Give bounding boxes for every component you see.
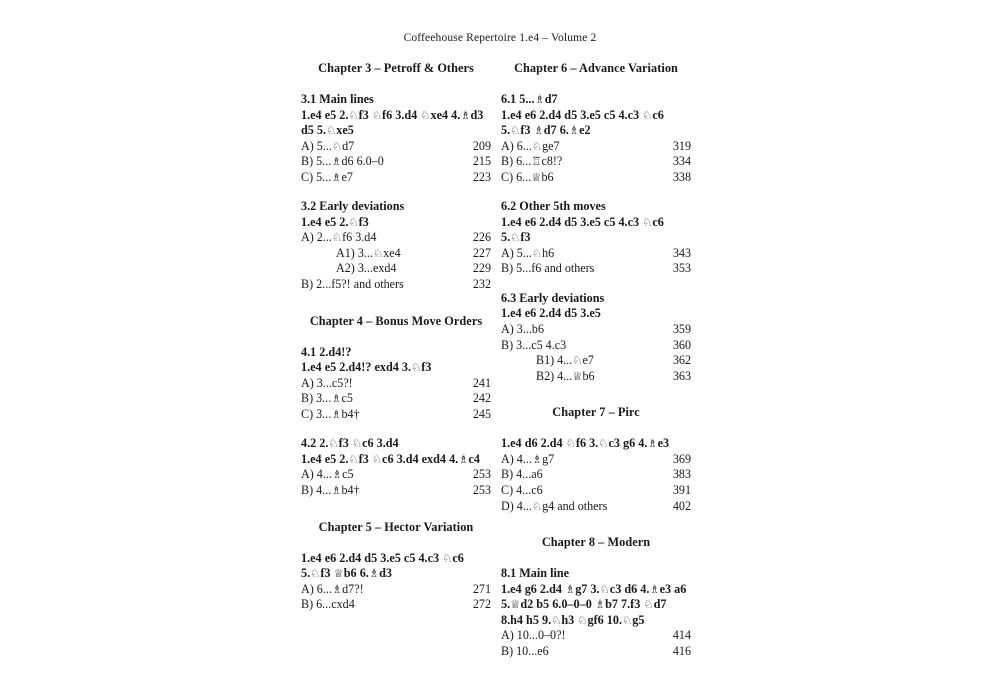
chess-piece-glyph: ♘ [510, 123, 521, 137]
spacer [501, 185, 691, 199]
move-sequence: 1.e4 g6 2.d4 ♗g7 3.♘c3 d6 4.♗e3 a6 5.♕d2 b5 6.0–0–0 ♗b7 7.f3 ♘d7 8.h4 h5 9.♘h3 ♘gf6 10.♘g5 [501, 581, 687, 627]
entry-label: A) 2...♘f6 3.d4 [301, 230, 377, 245]
chess-piece-glyph: ♘ [371, 451, 383, 466]
entry-label: A2) 3...exd4 [336, 261, 397, 276]
chess-piece-glyph: ♗ [533, 123, 544, 137]
chess-piece-glyph: ♗ [460, 107, 471, 122]
contents-entry[interactable] [501, 644, 691, 660]
entry-page-number: 362 [672, 353, 691, 368]
entry-page-number: 353 [672, 261, 691, 276]
entry-page-number: 319 [672, 138, 691, 153]
entry-page-number: 391 [672, 483, 691, 498]
entry-label: B) 2...f5?! and others [301, 277, 404, 292]
chess-piece-glyph: ♘ [351, 436, 363, 451]
entry-page-number: 338 [672, 169, 691, 184]
spacer [501, 514, 691, 534]
contents-columns [301, 60, 691, 659]
entry-label: B) 3...♗c5 [301, 391, 353, 406]
chess-piece-glyph: ♘ [348, 214, 359, 229]
chess-piece-glyph: ♘ [326, 123, 337, 137]
entry-page-number: 227 [472, 245, 491, 260]
chess-piece-glyph: ♘ [531, 138, 543, 153]
chess-piece-glyph: ♕ [333, 566, 344, 581]
chess-piece-glyph: ♘ [551, 612, 562, 627]
entry-label: A) 6...♘ge7 [501, 138, 560, 153]
entry-page-number: 402 [672, 498, 691, 513]
contents-entry[interactable] [301, 467, 491, 483]
chess-piece-glyph: ♘ [577, 612, 588, 627]
left-column [301, 60, 491, 659]
entry-label: A) 3...b6 [501, 321, 544, 336]
contents-entry[interactable] [301, 597, 491, 613]
move-sequence: 1.e4 e5 2.♘f3 [301, 214, 369, 229]
contents-entry[interactable] [301, 154, 491, 170]
entry-page-number: 369 [672, 451, 691, 466]
chess-piece-glyph: ♘ [531, 245, 543, 260]
spacer [501, 384, 691, 404]
chess-piece-glyph: ♗ [331, 483, 342, 498]
move-sequence: 1.e4 e5 2.♘f3 ♘c6 3.d4 exd4 4.♗c4 [301, 451, 480, 466]
chess-piece-glyph: ♗ [331, 169, 342, 184]
spacer [301, 293, 491, 313]
entry-label: C) 4...c6 [501, 483, 543, 498]
entry-label: A) 5...♘h6 [501, 245, 555, 260]
entry-page-number: 253 [472, 483, 491, 498]
entry-label: A) 6...♗d7?! [301, 581, 364, 596]
entry-page-number: 383 [672, 467, 691, 482]
entry-page-number: 229 [472, 261, 491, 276]
entry-label: A) 4...♗c5 [301, 467, 354, 482]
section-title: 4.1 2.d4!? [301, 344, 352, 359]
entry-page-number: 360 [672, 337, 691, 352]
chess-piece-glyph: ♘ [411, 360, 422, 375]
chess-piece-glyph: ♗ [531, 451, 543, 466]
contents-entry[interactable] [301, 277, 491, 293]
contents-entry[interactable] [301, 139, 491, 155]
entry-label: D) 4...♘g4 and others [501, 498, 608, 513]
chess-piece-glyph: ♕ [572, 368, 583, 383]
chess-piece-glyph: ♘ [310, 566, 321, 581]
section-title: 6.3 Early deviations [501, 290, 605, 305]
contents-entry[interactable] [501, 261, 691, 277]
chess-piece-glyph: ♗ [331, 391, 342, 406]
contents-entry[interactable] [501, 154, 691, 170]
section-title: 4.2 2.♘f3 ♘c6 3.d4 [301, 436, 399, 451]
chess-piece-glyph: ♘ [531, 498, 543, 513]
entry-page-number: 414 [672, 628, 691, 643]
chess-piece-glyph: ♘ [371, 107, 383, 122]
spacer [501, 277, 691, 291]
chapter-heading: Chapter 6 – Advance Variation [514, 61, 678, 75]
contents-entry[interactable] [501, 246, 691, 262]
contents-entry[interactable] [301, 407, 491, 423]
section-title: 6.1 5...♗d7 [501, 92, 558, 106]
entry-page-number: 359 [672, 321, 691, 336]
contents-entry[interactable] [501, 170, 691, 186]
section-title: 3.2 Early deviations [301, 199, 405, 214]
chess-piece-glyph: ♖ [531, 154, 542, 169]
entry-page-number: 242 [472, 391, 491, 406]
entry-page-number: 253 [472, 467, 491, 482]
entry-label: B) 4...a6 [501, 467, 543, 482]
chess-piece-glyph: ♗ [564, 581, 576, 596]
contents-entry[interactable] [501, 139, 691, 155]
chapter-heading: Chapter 3 – Petroff & Others [318, 61, 474, 75]
move-sequence: 1.e4 e5 2.♘f3 ♘f6 3.d4 ♘xe4 4.♗d3 d5 5.♘xe5 [301, 107, 484, 137]
chess-piece-glyph: ♘ [420, 107, 431, 122]
entry-label: A) 4...♗g7 [501, 451, 555, 466]
contents-entry[interactable] [501, 483, 691, 499]
chess-piece-glyph: ♗ [649, 581, 660, 596]
entry-page-number: 232 [472, 277, 491, 292]
chapter-heading: Chapter 4 – Bonus Move Orders [309, 313, 483, 328]
contents-entry[interactable] [301, 582, 491, 598]
entry-label: B) 4...♗b4† [301, 483, 360, 498]
contents-entry[interactable] [501, 369, 691, 385]
contents-entry[interactable] [301, 376, 491, 392]
chess-piece-glyph: ♘ [348, 107, 359, 122]
chess-piece-glyph: ♘ [510, 230, 521, 245]
chess-piece-glyph: ♘ [642, 107, 653, 122]
chess-piece-glyph: ♗ [368, 566, 380, 581]
chess-piece-glyph: ♗ [331, 154, 342, 169]
entry-label: B) 5...♗d6 6.0–0 [301, 154, 384, 169]
chess-piece-glyph: ♘ [331, 230, 343, 245]
entry-label: B) 5...f6 and others [501, 261, 595, 276]
chess-piece-glyph: ♗ [331, 406, 342, 421]
chapter-heading: Chapter 7 – Pirc [552, 405, 640, 420]
chess-piece-glyph: ♗ [331, 467, 343, 482]
entry-page-number: 223 [472, 169, 491, 184]
section-title: 8.1 Main line [501, 566, 570, 581]
chess-piece-glyph: ♘ [442, 550, 453, 565]
move-sequence: 1.e4 d6 2.d4 ♘f6 3.♘c3 g6 4.♗e3 [501, 436, 670, 451]
chess-piece-glyph: ♘ [599, 581, 610, 596]
entry-page-number: 272 [472, 597, 491, 612]
chess-piece-glyph: ♘ [622, 612, 633, 627]
section-title: 6.2 Other 5th moves [501, 199, 606, 214]
chess-piece-glyph: ♗ [647, 436, 658, 451]
entry-page-number: 245 [472, 406, 491, 421]
section-title: 3.1 Main lines [301, 92, 374, 106]
chess-piece-glyph: ♕ [531, 169, 542, 184]
contents-entry[interactable] [501, 499, 691, 515]
entry-label: C) 3...♗b4† [301, 406, 360, 421]
chapter-heading: Chapter 5 – Hector Variation [318, 519, 474, 534]
chess-piece-glyph: ♗ [534, 92, 545, 106]
entry-label: B) 6...cxd4 [301, 597, 355, 612]
contents-entry[interactable] [501, 338, 691, 354]
chess-piece-glyph: ♘ [372, 245, 384, 260]
chess-piece-glyph: ♗ [458, 451, 469, 466]
entry-page-number: 334 [672, 154, 691, 169]
chess-piece-glyph: ♘ [643, 597, 654, 612]
chess-piece-glyph: ♗ [331, 581, 343, 596]
spacer [301, 185, 491, 199]
entry-label: B2) 4...♕b6 [536, 368, 595, 383]
chess-piece-glyph: ♗ [568, 123, 580, 137]
entry-page-number: 271 [472, 581, 491, 596]
move-sequence: 1.e4 e6 2.d4 d5 3.e5 c5 4.c3 ♘c6 5.♘f3 ♕b6 6.♗d3 [301, 550, 464, 581]
chess-piece-glyph: ♗ [594, 597, 606, 612]
chess-piece-glyph: ♘ [572, 353, 583, 368]
spacer [301, 499, 491, 519]
entry-page-number: 226 [472, 230, 491, 245]
chess-piece-glyph: ♘ [642, 214, 653, 229]
chapter-heading: Chapter 8 – Modern [541, 535, 651, 550]
chess-piece-glyph: ♘ [328, 436, 339, 451]
chess-piece-glyph: ♘ [565, 436, 576, 451]
entry-page-number: 209 [472, 138, 491, 153]
entry-label: B) 3...c5 4.c3 [501, 337, 567, 352]
move-sequence: 1.e4 e6 2.d4 d5 3.e5 [501, 306, 601, 321]
contents-entry[interactable] [301, 230, 491, 246]
running-head: Coffeehouse Repertoire 1.e4 – Volume 2 [403, 32, 597, 44]
chess-piece-glyph: ♘ [348, 451, 359, 466]
contents-entry[interactable] [501, 353, 691, 369]
entry-label: A) 10...0–0?! [501, 628, 566, 643]
contents-entry[interactable] [501, 322, 691, 338]
chess-piece-glyph: ♕ [510, 597, 521, 612]
contents-entry[interactable] [301, 246, 491, 262]
chess-piece-glyph: ♘ [331, 138, 343, 153]
entry-label: B) 6...♖c8!? [501, 154, 563, 169]
entry-page-number: 416 [672, 643, 691, 658]
contents-entry[interactable] [301, 483, 491, 499]
entry-page-number: 343 [672, 245, 691, 260]
contents-entry[interactable] [501, 467, 691, 483]
entry-label: B1) 4...♘e7 [536, 353, 594, 368]
contents-entry[interactable] [501, 628, 691, 644]
move-sequence: 1.e4 e6 2.d4 d5 3.e5 c5 4.c3 ♘c6 5.♘f3 ♗d7 6.♗e2 [501, 107, 664, 137]
entry-page-number: 363 [672, 368, 691, 383]
entry-label: A) 5...♘d7 [301, 138, 355, 153]
move-sequence: 1.e4 e5 2.d4!? exd4 3.♘f3 [301, 360, 432, 375]
entry-label: C) 6...♕b6 [501, 169, 554, 184]
entry-label: C) 5...♗e7 [301, 169, 353, 184]
entry-label: B) 10...e6 [501, 643, 549, 658]
entry-page-number: 215 [472, 154, 491, 169]
entry-page-number: 241 [472, 375, 491, 390]
contents-entry[interactable] [301, 261, 491, 277]
entry-label: A) 3...c5?! [301, 375, 353, 390]
move-sequence: 1.e4 e6 2.d4 d5 3.e5 c5 4.c3 ♘c6 5.♘f3 [501, 214, 664, 245]
contents-entry[interactable] [301, 170, 491, 186]
contents-entry[interactable] [301, 391, 491, 407]
spacer [301, 422, 491, 436]
chess-piece-glyph: ♘ [598, 436, 609, 451]
entry-label: A1) 3...♘xe4 [336, 245, 401, 260]
contents-entry[interactable] [501, 452, 691, 468]
right-column [501, 60, 691, 659]
